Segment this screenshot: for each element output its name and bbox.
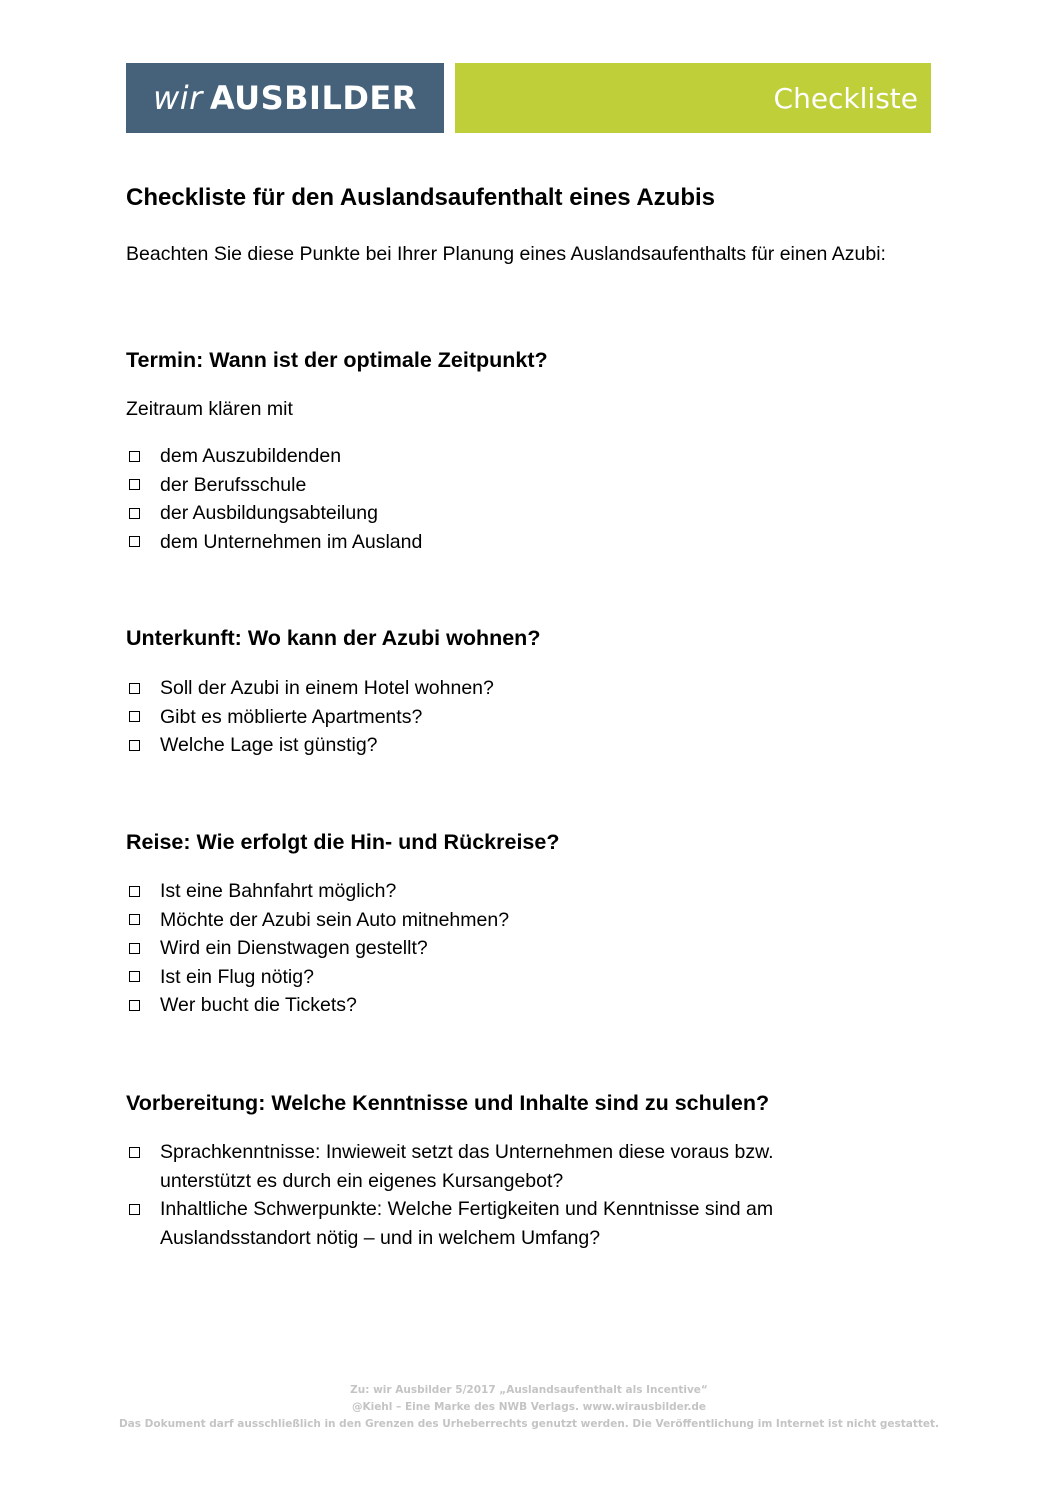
brand-ausbilder: AUSBILDER bbox=[209, 79, 417, 117]
section-lead-termin: Zeitraum klären mit bbox=[126, 398, 293, 420]
checklist-item[interactable]: dem Auszubildenden bbox=[126, 442, 926, 471]
footer-line-source: Zu: wir Ausbilder 5/2017 „Auslandsaufenthalt als Incentive“ bbox=[350, 1384, 708, 1396]
footer-line-copyright: Das Dokument darf ausschließlich in den Grenzen des Urheberrechts genutzt werden. Die Veröffentlichung im Internet ist nicht gestattet. bbox=[118, 1418, 940, 1430]
checklist-item[interactable]: Ist ein Flug nötig? bbox=[126, 963, 926, 992]
checklist-item[interactable]: Wer bucht die Tickets? bbox=[126, 991, 926, 1020]
checklist-item[interactable]: Wird ein Dienstwagen gestellt? bbox=[126, 934, 926, 963]
checklist-item[interactable]: der Ausbildungsabteilung bbox=[126, 499, 926, 528]
checklist-item[interactable]: der Berufsschule bbox=[126, 471, 926, 500]
checkbox-icon[interactable] bbox=[129, 479, 140, 490]
checkbox-icon[interactable] bbox=[129, 971, 140, 982]
page-title: Checkliste für den Auslandsaufenthalt eines Azubis bbox=[126, 184, 716, 211]
checklist-item[interactable]: Gibt es möblierte Apartments? bbox=[126, 703, 926, 732]
footer-line-publisher: @Kiehl – Eine Marke des NWB Verlags. www.wirausbilder.de bbox=[351, 1401, 707, 1413]
checkbox-icon[interactable] bbox=[129, 451, 140, 462]
brand-wir: wir bbox=[153, 79, 203, 117]
checklist-reise bbox=[126, 877, 926, 1020]
checkbox-icon[interactable] bbox=[129, 1204, 140, 1215]
badge-label: Checkliste bbox=[773, 81, 918, 115]
checklist-item[interactable]: dem Unternehmen im Ausland bbox=[126, 528, 926, 557]
checkbox-icon[interactable] bbox=[129, 536, 140, 547]
checklist-item[interactable]: Soll der Azubi in einem Hotel wohnen? bbox=[126, 674, 926, 703]
checkbox-icon[interactable] bbox=[129, 1147, 140, 1158]
checkbox-icon[interactable] bbox=[129, 508, 140, 519]
checklist-unterkunft bbox=[126, 674, 926, 760]
section-heading-unterkunft: Unterkunft: Wo kann der Azubi wohnen? bbox=[126, 626, 541, 650]
checklist-item[interactable]: Inhaltliche Schwerpunkte: Welche Fertigkeiten und Kenntnisse sind am Auslandsstandort nötig – und in welchem Umfang? bbox=[126, 1195, 926, 1252]
checkliste-badge bbox=[455, 63, 931, 133]
checkbox-icon[interactable] bbox=[129, 740, 140, 751]
section-heading-vorbereitung: Vorbereitung: Welche Kenntnisse und Inhalte sind zu schulen? bbox=[126, 1091, 770, 1115]
intro-text: Beachten Sie diese Punkte bei Ihrer Planung eines Auslandsaufenthalts für einen Azubi: bbox=[126, 243, 886, 265]
section-heading-reise: Reise: Wie erfolgt die Hin- und Rückreise? bbox=[126, 830, 560, 854]
checklist-item[interactable]: Welche Lage ist günstig? bbox=[126, 731, 926, 760]
brand-logo bbox=[126, 63, 444, 133]
checkbox-icon[interactable] bbox=[129, 683, 140, 694]
checkbox-icon[interactable] bbox=[129, 711, 140, 722]
footer bbox=[0, 1382, 1058, 1433]
checkbox-icon[interactable] bbox=[129, 914, 140, 925]
section-heading-termin: Termin: Wann ist der optimale Zeitpunkt? bbox=[126, 348, 548, 372]
checklist-item[interactable]: Sprachkenntnisse: Inwieweit setzt das Unternehmen diese voraus bzw. unterstützt es durch ein eigenes Kursangebot? bbox=[126, 1138, 926, 1195]
checkbox-icon[interactable] bbox=[129, 1000, 140, 1011]
checklist-item[interactable]: Ist eine Bahnfahrt möglich? bbox=[126, 877, 926, 906]
checklist-termin bbox=[126, 442, 926, 556]
checkbox-icon[interactable] bbox=[129, 886, 140, 897]
checklist-item[interactable]: Möchte der Azubi sein Auto mitnehmen? bbox=[126, 906, 926, 935]
checkbox-icon[interactable] bbox=[129, 943, 140, 954]
checklist-vorbereitung bbox=[126, 1138, 926, 1252]
